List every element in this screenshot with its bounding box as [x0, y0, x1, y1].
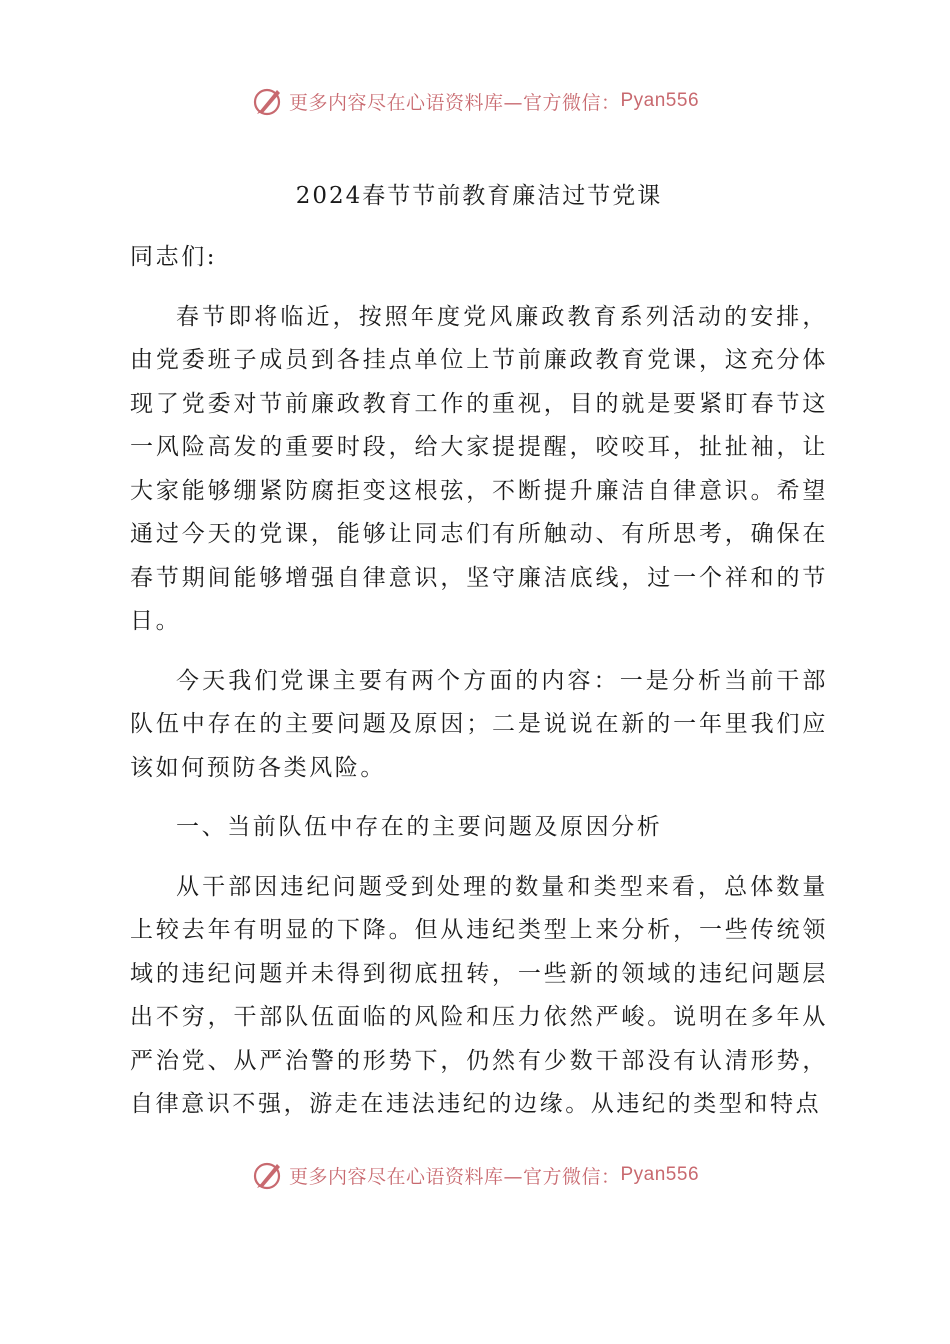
document-body	[130, 176, 828, 1143]
footer-watermark-banner	[0, 1158, 950, 1192]
quill-pen-logo-icon	[251, 1158, 285, 1192]
banner-text: 更多内容尽在心语资料库—官方微信：	[288, 1165, 621, 1188]
banner-text: 更多内容尽在心语资料库—官方微信：	[288, 91, 621, 114]
salutation: 同志们:	[130, 244, 218, 270]
paragraph-2: 今天我们党课主要有两个方面的内容：一是分析当前干部队伍中存在的主要问题及原因；二是说说在新的一年里我们应该如何预防各类风险。	[130, 667, 828, 781]
paragraph-3: 从干部因违纪问题受到处理的数量和类型来看，总体数量上较去年有明显的下降。但从违纪类型上来分析，一些传统领域的违纪问题并未得到彻底扭转，一些新的领域的违纪问题层出不穷，干部队伍面临的风险和压力依然严峻。说明在多年从严治党、从严治警的形势下，仍然有少数干部没有认清形势，自律意识不强，游走在违法违纪的边缘。从违纪的类型和特点	[130, 873, 828, 1117]
banner-handle: Pyan556	[620, 90, 700, 111]
banner-handle: Pyan556	[620, 1164, 700, 1185]
quill-pen-logo-icon	[251, 84, 285, 118]
document-title: 2024春节节前教育廉洁过节党课	[295, 183, 663, 209]
paragraph-1: 春节即将临近，按照年度党风廉政教育系列活动的安排，由党委班子成员到各挂点单位上节前廉政教育党课，这充分体现了党委对节前廉政教育工作的重视，目的就是要紧盯春节这一风险高发的重要时段，给大家提提醒，咬咬耳，扯扯袖，让大家能够绷紧防腐拒变这根弦，不断提升廉洁自律意识。希望通过今天的党课，能够让同志们有所触动、有所思考，确保在春节期间能够增强自律意识，坚守廉洁底线，过一个祥和的节日。	[130, 303, 828, 634]
section-heading-1: 一、当前队伍中存在的主要问题及原因分析	[176, 814, 663, 840]
header-watermark-banner	[0, 84, 950, 118]
